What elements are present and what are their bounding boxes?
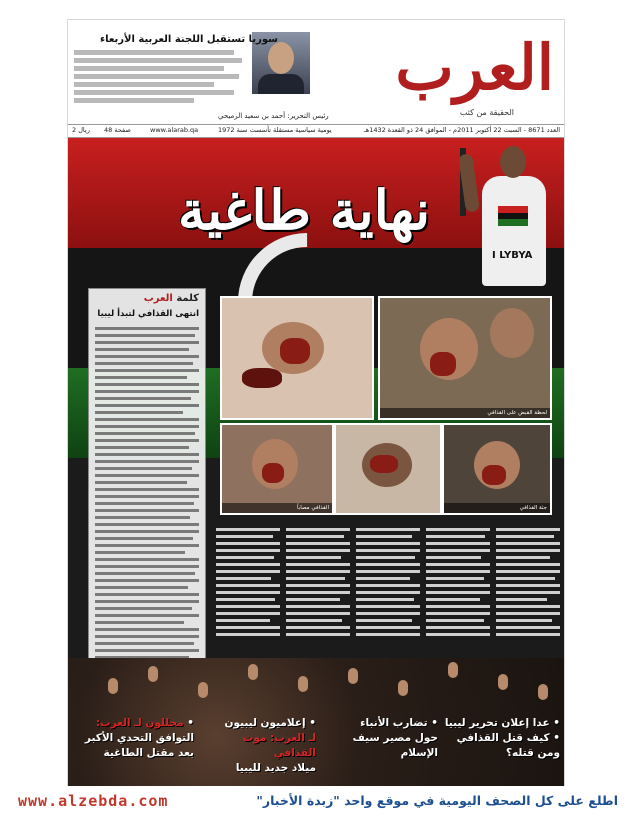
- fighter-head: [500, 146, 526, 178]
- shirt-slogan: I LYBYA: [492, 250, 533, 261]
- teaser-strip: [68, 716, 564, 788]
- photo-wounded[interactable]: [220, 423, 334, 515]
- article-column-4[interactable]: [286, 528, 350, 650]
- article-column-5[interactable]: [216, 528, 280, 650]
- fighter-image: [456, 140, 556, 290]
- article-column-3[interactable]: [356, 528, 420, 650]
- libya-flag-icon: [498, 206, 528, 226]
- portrait-suit: [258, 74, 304, 94]
- photo-caption-capture: لحظة القبض على القذافي: [380, 408, 550, 418]
- teaser-saif-fate[interactable]: • تضارب الأنباء حول مصير سيف الإسلام: [352, 717, 438, 759]
- hero-section: [68, 138, 564, 790]
- column-title-prefix: كلمة: [176, 293, 199, 304]
- article-column-1[interactable]: [496, 528, 560, 650]
- footer-message[interactable]: اطلع على كل الصحف اليومية في موقع واحد "زبدة الأخبار": [256, 793, 618, 808]
- photo-caption-wounded: القذافي مصاباً: [222, 503, 332, 513]
- editor-in-chief-line: رئيس التحرير: أحمد بن سعيد الرميحي: [218, 112, 329, 120]
- column-subtitle: انتهى القذافي لتبدأ ليبيا: [97, 309, 199, 319]
- page-count: 48 صفحة: [104, 126, 131, 134]
- article-column-2[interactable]: [426, 528, 490, 650]
- logo-tagline: الحقيقة من كثب: [459, 108, 514, 117]
- fighter-body: [482, 176, 546, 286]
- photo-caption-dead: جثة القذافي: [444, 503, 550, 513]
- photo-capture[interactable]: [378, 296, 552, 420]
- website-link[interactable]: www.alarab.qa: [150, 126, 199, 134]
- teaser-liberation[interactable]: • عدا إعلان تحرير ليبيا • كيف قتل القذافي ومن قتله؟: [444, 717, 560, 759]
- newspaper-logo[interactable]: العرب: [395, 31, 554, 104]
- teaser-libyan-media[interactable]: • إعلاميون ليبيون لـ العرب: موت القذافي ميلاد جديد لليبيا: [224, 717, 316, 774]
- article-columns: [214, 528, 560, 658]
- portrait-face: [268, 42, 294, 74]
- column-title: [144, 293, 199, 304]
- footer-website-link[interactable]: www.alzebda.com: [18, 792, 169, 810]
- issue-date: العدد 8671 - السبت 22 أكتوبر 2011م - الموافق 24 ذو القعدة 1432هـ: [363, 126, 560, 134]
- photo-body-close[interactable]: [220, 296, 374, 420]
- issue-info-bar: [68, 124, 564, 138]
- photo-crowd-body[interactable]: [442, 423, 552, 515]
- publication-desc: يومية سياسية مستقلة تأسست سنة 1972: [218, 126, 332, 134]
- price: 2 ريال: [72, 126, 90, 134]
- footer-bar: [0, 786, 632, 818]
- promo-box[interactable]: [74, 28, 344, 108]
- main-headline[interactable]: نهاية طاغية: [178, 178, 431, 242]
- photo-dead[interactable]: [334, 423, 442, 515]
- promo-headline[interactable]: سوريا تستقبل اللجنة العربية الأربعاء: [100, 34, 278, 45]
- column-brand: العرب: [143, 293, 173, 304]
- teaser-analysts[interactable]: • محللون لـ العرب: التوافق التحدي الأكبر بعد مقتل الطاغية: [84, 717, 194, 759]
- masthead: [68, 20, 564, 135]
- newspaper-front-page: [68, 20, 564, 790]
- promo-text-lines: [74, 50, 244, 106]
